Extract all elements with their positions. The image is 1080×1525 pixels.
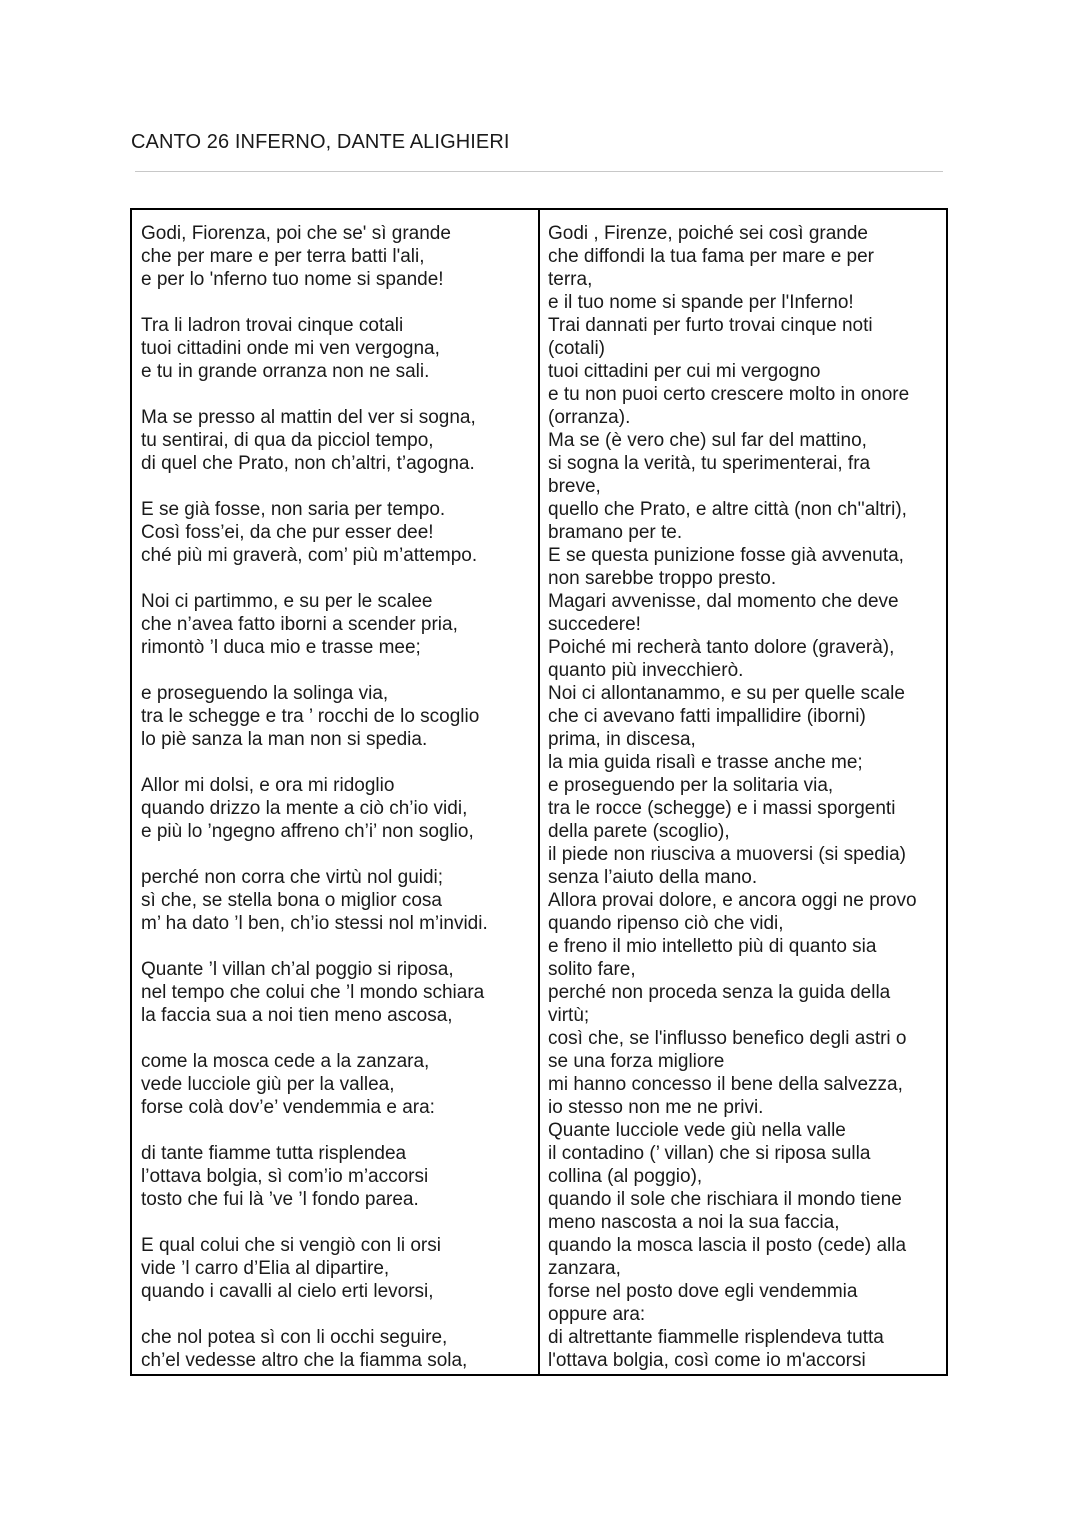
paraphrase-line: virtù; [548,1005,590,1026]
original-line [141,843,538,866]
original-line: quando i cavalli al cielo erti levorsi, [141,1281,434,1302]
paraphrase-line: quello che Prato, e altre città (non ch''altri), [548,499,907,520]
original-line: vede lucciole giù per la vallea, [141,1074,395,1095]
original-line: che per mare e per terra batti l'ali, [141,246,425,267]
original-line: sì che, se stella bona o miglior cosa [141,890,442,911]
original-line: Allor mi dolsi, e ora mi ridoglio [141,775,395,796]
paraphrase-line: tuoi cittadini per cui mi vergogno [548,361,821,382]
paraphrase-line: di altrettante fiammelle risplendeva tutta [548,1327,884,1348]
paraphrase-line: Poiché mi recherà tanto dolore (graverà), [548,637,895,658]
original-line: rimontò ’l duca mio e trasse mee; [141,637,421,658]
original-line: quando drizzo la mente a ciò ch’io vidi, [141,798,468,819]
paraphrase-line: si sogna la verità, tu sperimenterai, fra [548,453,871,474]
paraphrase-line: io stesso non me ne privi. [548,1097,764,1118]
paraphrase-line: che diffondi la tua fama per mare e per [548,246,875,267]
original-line: perché non corra che virtù nol guidi; [141,867,444,888]
paraphrase-text-column [540,210,946,1374]
poem-table [130,208,948,1376]
paraphrase-line: oppure ara: [548,1304,646,1325]
paraphrase-line: quanto più invecchierò. [548,660,744,681]
paraphrase-line: e tu non puoi certo crescere molto in onore [548,384,910,405]
original-line: e per lo 'nferno tuo nome si spande! [141,269,444,290]
original-line: m’ ha dato ’l ben, ch’io stessi nol m’invidi. [141,913,488,934]
original-line: l’ottava bolgia, sì com’io m’accorsi [141,1166,429,1187]
paraphrase-line: succedere! [548,614,641,635]
original-line: vide ’l carro d’Elia al dipartire, [141,1258,390,1279]
paraphrase-line: se una forza migliore [548,1051,725,1072]
original-line: tosto che fui là ’ve ’l fondo parea. [141,1189,419,1210]
original-line: ché più mi graverà, com’ più m’attempo. [141,545,478,566]
paraphrase-line: terra, [548,269,593,290]
original-line [141,751,538,774]
original-line [141,1119,538,1142]
paraphrase-line: Godi , Firenze, poiché sei così grande [548,223,869,244]
original-line: e proseguendo la solinga via, [141,683,389,704]
original-line [141,383,538,406]
original-line: tuoi cittadini onde mi ven vergogna, [141,338,440,359]
original-line: Quante ’l villan ch’al poggio si riposa, [141,959,454,980]
original-line: ch’el vedesse altro che la fiamma sola, [141,1350,468,1371]
original-line: lo piè sanza la man non si spedia. [141,729,428,750]
paraphrase-line: zanzara, [548,1258,621,1279]
original-line: tra le schegge e tra ’ rocchi de lo scoglio [141,706,480,727]
paraphrase-line: la mia guida risalì e trasse anche me; [548,752,863,773]
paraphrase-line: (cotali) [548,338,606,359]
paraphrase-line: e proseguendo per la solitaria via, [548,775,834,796]
original-line: Ma se presso al mattin del ver si sogna, [141,407,476,428]
paraphrase-line: Ma se (è vero che) sul far del mattino, [548,430,867,451]
paraphrase-line: l'ottava bolgia, così come io m'accorsi [548,1350,866,1371]
document-title: CANTO 26 INFERNO, DANTE ALIGHIERI [131,131,510,153]
paraphrase-line: quando il sole che rischiara il mondo tiene [548,1189,902,1210]
paraphrase-line: Quante lucciole vede giù nella valle [548,1120,846,1141]
original-line: Così foss’ei, da che pur esser dee! [141,522,434,543]
paraphrase-line: E se questa punizione fosse già avvenuta, [548,545,904,566]
paraphrase-line: e il tuo nome si spande per l'Inferno! [548,292,854,313]
original-line: la faccia sua a noi tien meno ascosa, [141,1005,453,1026]
original-line [141,659,538,682]
original-line: che n’avea fatto iborni a scender pria, [141,614,458,635]
original-line: forse colà dov’e’ vendemmia e ara: [141,1097,435,1118]
paraphrase-line: Noi ci allontanammo, e su per quelle scale [548,683,905,704]
title-divider [135,171,943,172]
original-text-column [132,210,540,1374]
original-line [141,1211,538,1234]
paraphrase-line: della parete (scoglio), [548,821,730,842]
paraphrase-line: breve, [548,476,601,497]
original-line: di tante fiamme tutta risplendea [141,1143,407,1164]
paraphrase-line: meno nascosta a noi la sua faccia, [548,1212,840,1233]
original-line: tu sentirai, di qua da picciol tempo, [141,430,434,451]
paraphrase-line: perché non proceda senza la guida della [548,982,891,1003]
original-line: di quel che Prato, non ch’altri, t’agogna. [141,453,475,474]
paraphrase-line: (orranza). [548,407,631,428]
original-line: Tra li ladron trovai cinque cotali [141,315,404,336]
original-line [141,475,538,498]
paraphrase-line: prima, in discesa, [548,729,696,750]
original-line: Godi, Fiorenza, poi che se' sì grande [141,223,451,244]
original-line [141,935,538,958]
paraphrase-line: senza l’aiuto della mano. [548,867,758,888]
original-line: e più lo ’ngegno affreno ch’i’ non soglio, [141,821,474,842]
paraphrase-line: non sarebbe troppo presto. [548,568,777,589]
paraphrase-line: solito fare, [548,959,636,980]
original-line: Noi ci partimmo, e su per le scalee [141,591,433,612]
paraphrase-line: tra le rocce (schegge) e i massi sporgenti [548,798,896,819]
paraphrase-line: bramano per te. [548,522,683,543]
paraphrase-line: Allora provai dolore, e ancora oggi ne provo [548,890,917,911]
paraphrase-line: Magari avvenisse, dal momento che deve [548,591,899,612]
original-line: E qual colui che si vengiò con li orsi [141,1235,441,1256]
original-line [141,567,538,590]
paraphrase-line: quando la mosca lascia il posto (cede) alla [548,1235,907,1256]
original-line [141,1027,538,1050]
original-line: nel tempo che colui che ’l mondo schiara [141,982,485,1003]
paraphrase-line: collina (al poggio), [548,1166,703,1187]
paraphrase-line: che ci avevano fatti impallidire (iborni) [548,706,866,727]
original-line [141,291,538,314]
original-line: come la mosca cede a la zanzara, [141,1051,430,1072]
original-line: e tu in grande orranza non ne sali. [141,361,430,382]
paraphrase-line: Trai dannati per furto trovai cinque noti [548,315,873,336]
paraphrase-line: il piede non riusciva a muoversi (si spedia) [548,844,906,865]
paraphrase-line: il contadino (’ villan) che si riposa sulla [548,1143,871,1164]
original-line: E se già fosse, non saria per tempo. [141,499,446,520]
paraphrase-line: forse nel posto dove egli vendemmia [548,1281,858,1302]
paraphrase-line: mi hanno concesso il bene della salvezza, [548,1074,903,1095]
paraphrase-line: e freno il mio intelletto più di quanto sia [548,936,877,957]
paraphrase-line: quando ripenso ciò che vidi, [548,913,784,934]
original-line [141,1303,538,1326]
original-line: che nol potea sì con li occhi seguire, [141,1327,448,1348]
paraphrase-line: così che, se l'influsso benefico degli astri o [548,1028,907,1049]
